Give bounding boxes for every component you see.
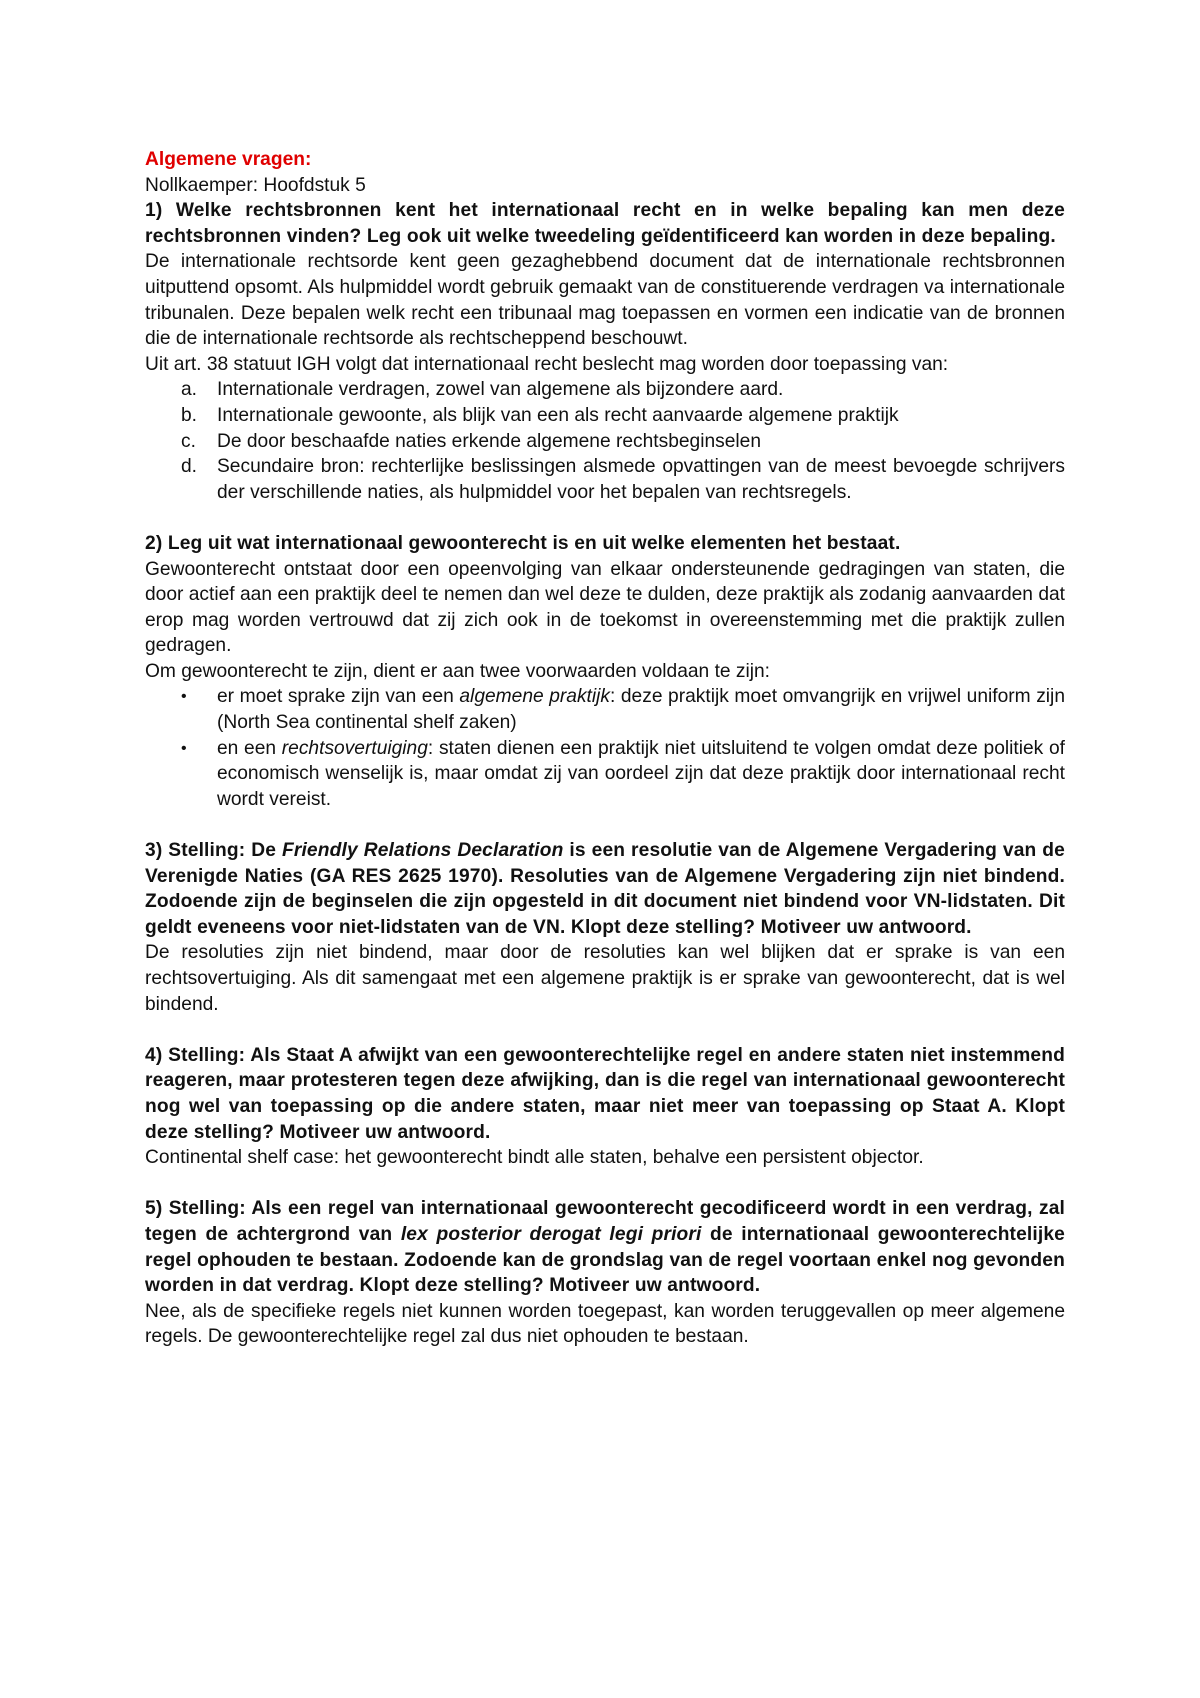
list-item: [145, 377, 1065, 403]
list-item: [145, 429, 1065, 455]
list-item-text: Internationale verdragen, zowel van algemene als bijzondere aard.: [217, 379, 784, 401]
list-item: [145, 403, 1065, 429]
list-item: [145, 684, 1065, 735]
question-3-section: [145, 838, 1065, 1017]
document-heading: Algemene vragen:: [145, 149, 312, 170]
conditions-list: [145, 684, 1065, 812]
list-marker: d.: [181, 456, 198, 478]
list-item-text: Secundaire bron: rechterlijke beslissingen alsmede opvattingen van de meest bevoegde schrijvers der verschillende naties, als hulpmiddel voor het bepalen van rechtsregels.: [217, 456, 1065, 503]
bullet-text-post: : staten dienen een praktijk niet uitsluitend te volgen omdat deze politiek of economisch wenselijk is, maar omdat zij van oordeel zijn dat deze praktijk door internationaal recht wordt vereist.: [217, 737, 1065, 810]
question-5-answer: Nee, als de specifieke regels niet kunnen worden toegepast, kan worden teruggevallen op meer algemene regels. De gewoonterechtelijke regel zal dus niet ophouden te bestaan.: [145, 1300, 1065, 1348]
paragraph-spacer: [145, 505, 1065, 531]
source-reference: Nollkaemper: Hoofdstuk 5: [145, 174, 366, 196]
paragraph-spacer: [145, 1017, 1065, 1043]
question-2-answer-paragraph-1: Gewoonterecht ontstaat door een opeenvolging van elkaar ondersteunende gedragingen van staten, die door actief aan een praktijk deel te nemen dan wel deze te dulden, deze praktijk als zodanig aanvaarden dat erop mag worden vertrouwd dat zij zich ook in de toekomst in overeenstemming met die praktijk zullen gedragen.: [145, 558, 1065, 657]
sources-list: [145, 377, 1065, 505]
bullet-icon: •: [181, 688, 187, 706]
question-4-section: [145, 1043, 1065, 1171]
question-4-answer: Continental shelf case: het gewoonterecht bindt alle staten, behalve een persistent objector.: [145, 1147, 924, 1169]
question-5-text-pre: 5) Stelling: Als een regel van internationaal gewoonterecht gecodificeerd wordt in een verdrag, zal tegen de achtergrond van: [145, 1198, 1065, 1245]
question-1: 1) Welke rechtsbronnen kent het internationaal recht en in welke bepaling kan men deze rechtsbronnen vinden? Leg ook uit welke tweedeling geïdentificeerd kan worden in deze bepaling.: [145, 200, 1065, 247]
list-marker: c.: [181, 430, 196, 452]
paragraph-spacer: [145, 812, 1065, 838]
list-marker: b.: [181, 404, 198, 426]
question-3-answer: De resoluties zijn niet bindend, maar door de resoluties kan wel blijken dat er sprake is van een rechtsovertuiging. Als dit samengaat met een algemene praktijk is er sprake van gewoonterecht, dat is wel bindend.: [145, 942, 1065, 1015]
question-2-section: [145, 531, 1065, 813]
list-item-text: Internationale gewoonte, als blijk van een als recht aanvaarde algemene praktijk: [217, 404, 899, 426]
question-2-answer-paragraph-2: Om gewoonterecht te zijn, dient er aan twee voorwaarden voldaan te zijn:: [145, 660, 771, 682]
question-1-answer-paragraph-1: De internationale rechtsorde kent geen gezaghebbend document dat de internationale rechtsbronnen uitputtend opsomt. Als hulpmiddel wordt gebruik gemaakt van de constituerende verdragen va internationale tribunalen. Deze bepalen welk recht een tribunaal mag toepassen en vormen een indicatie van de bronnen die de internationale rechtsorde als rechtscheppend beschouwt.: [145, 251, 1065, 350]
bullet-emphasis: rechtsovertuiging: [281, 737, 428, 759]
question-5: [145, 1196, 1065, 1298]
question-3-text-post: is een resolutie van de Algemene Vergadering van de Verenigde Naties (GA RES 2625 1970). Resoluties van de Algemene Vergadering zijn niet bindend. Zodoende zijn de beginselen die zijn opgesteld in dit document niet bindend voor VN-lidstaten. Dit geldt eveneens voor niet-lidstaten van de VN. Klopt deze stelling? Motiveer uw antwoord.: [145, 840, 1065, 938]
bullet-text-post: : deze praktijk moet omvangrijk en vrijwel uniform zijn (North Sea continental shelf zaken): [217, 686, 1065, 734]
question-3-text-pre: 3) Stelling: De: [145, 840, 282, 862]
paragraph-spacer: [145, 1171, 1065, 1197]
question-5-text-post: de internationaal gewoonterechtelijke regel ophouden te bestaan. Zodoende kan de grondslag van de regel voortaan enkel nog gevonden worden in dat verdrag. Klopt deze stelling? Motiveer uw antwoord.: [145, 1223, 1066, 1297]
bullet-text-pre: en een: [217, 737, 282, 759]
question-1-section: [145, 198, 1065, 505]
bullet-text-pre: er moet sprake zijn van een: [217, 686, 460, 708]
question-2: 2) Leg uit wat internationaal gewoonterecht is en uit welke elementen het bestaat.: [145, 532, 901, 554]
list-item-text: De door beschaafde naties erkende algemene rechtsbeginselen: [217, 430, 762, 452]
question-3-emphasis: Friendly Relations Declaration: [281, 840, 564, 862]
list-item: [145, 454, 1065, 505]
question-5-emphasis: lex posterior derogat legi priori: [400, 1223, 702, 1245]
list-marker: a.: [181, 379, 198, 401]
list-item: [145, 736, 1065, 813]
bullet-emphasis: algemene praktijk: [459, 686, 610, 708]
question-3: [145, 838, 1065, 940]
bullet-icon: •: [181, 739, 187, 757]
question-5-section: [145, 1196, 1065, 1350]
question-1-answer-paragraph-2: Uit art. 38 statuut IGH volgt dat internationaal recht beslecht mag worden door toepassing van:: [145, 353, 949, 375]
question-4: 4) Stelling: Als Staat A afwijkt van een gewoonterechtelijke regel en andere staten niet instemmend reageren, maar protesteren tegen deze afwijking, dan is die regel van internationaal gewoonterecht nog wel van toepassing op die andere staten, maar niet meer van toepassing op Staat A. Klopt deze stelling? Motiveer uw antwoord.: [145, 1044, 1065, 1143]
